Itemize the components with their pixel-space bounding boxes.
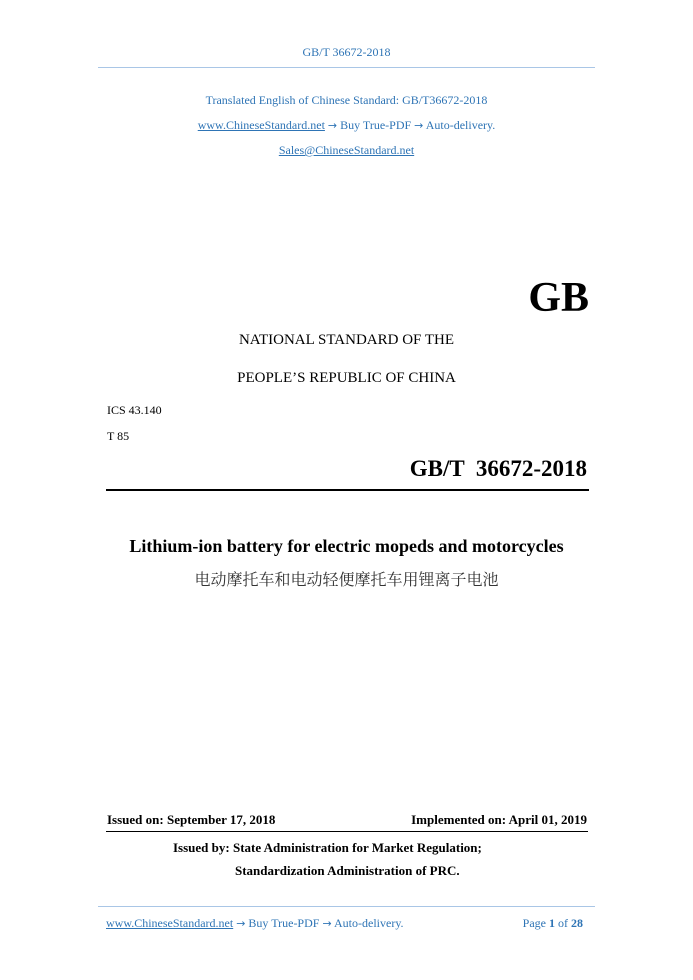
issued-by-line2: Standardization Administration of PRC. [235,863,460,878]
t-code: T 85 [107,429,130,443]
national-standard-line1: NATIONAL STANDARD OF THE [238,332,455,348]
footer-links [106,916,404,931]
standard-number: GB/T 36672-2018 [409,456,587,481]
banner-delivery-text: Auto-delivery. [425,118,496,132]
footer-buy-link[interactable]: Buy True-PDF [248,916,320,930]
title-english: Lithium-ion battery for electric mopeds and motorcycles [129,536,564,556]
banner-title: Translated English of Chinese Standard: GB/T36672-2018 [205,93,488,107]
standard-number-rule [106,489,589,491]
gb-mark: GB [528,275,589,321]
page-total: 28 [571,916,583,930]
header-divider [98,67,595,68]
banner-buy-link[interactable]: Buy True-PDF [340,118,412,132]
implemented-on-date: Implemented on: April 01, 2019 [411,812,587,827]
title-chinese: 电动摩托车和电动轻便摩托车用锂离子电池 [194,570,499,589]
arrow-right-icon: → [414,119,424,132]
footer-delivery-text: Auto-delivery. [334,916,404,930]
arrow-right-icon: → [327,119,338,132]
arrow-right-icon: → [322,917,332,930]
dates-rule [106,831,588,832]
footer-divider [98,906,595,907]
ics-code: ICS 43.140 [107,403,162,417]
page-label: Page [522,916,546,930]
footer-site-link[interactable]: www.ChineseStandard.net [106,916,234,930]
banner-links [0,118,693,133]
sales-email-link[interactable]: Sales@ChineseStandard.net [278,143,415,157]
banner-email-row [0,143,693,158]
page-number: 1 [549,916,555,930]
banner-site-link[interactable]: www.ChineseStandard.net [197,118,325,132]
page-of-label: of [558,916,568,930]
issued-on-date: Issued on: September 17, 2018 [107,812,276,827]
national-standard-line2: PEOPLE’S REPUBLIC OF CHINA [237,370,456,386]
page-header-code: GB/T 36672-2018 [302,45,391,59]
page-indicator [523,916,583,931]
issued-by-line1: Issued by: State Administration for Market Regulation; [173,840,482,855]
arrow-right-icon: → [236,917,246,930]
